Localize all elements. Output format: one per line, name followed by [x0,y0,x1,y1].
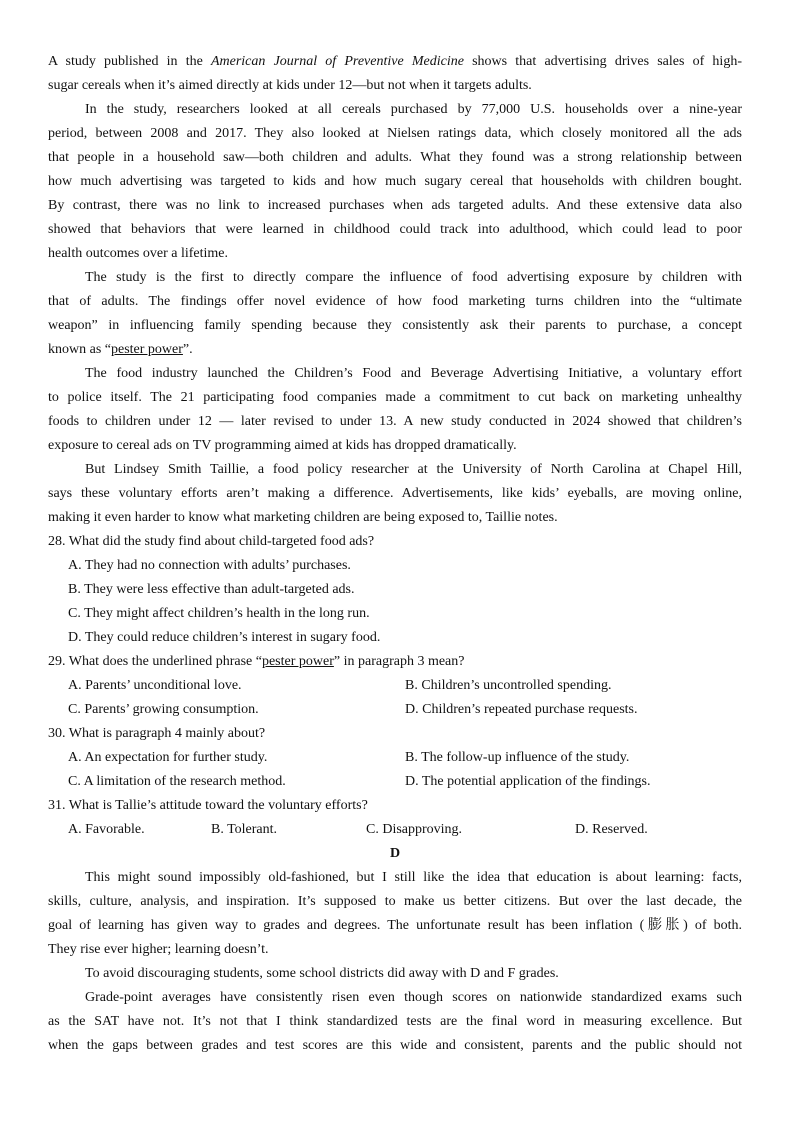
paragraph-2 [48,962,742,986]
text-line: The study is the first to directly compare the influence of food advertising exposure by children with [85,270,742,285]
paragraph-4 [48,362,742,458]
option-b: B. They were less effective than adult-targeted ads. [68,582,355,597]
text-line: The food industry launched the Children’s Food and Beverage Advertising Initiative, a voluntary effort [85,366,742,381]
text-line: skills, culture, analysis, and inspiration. It’s supposed to make us better citizens. But over the last decade, the [48,894,742,909]
option-row [48,818,742,842]
passage-c [48,50,742,530]
question-28 [48,530,742,650]
option-a: A. An expectation for further study. [68,750,268,765]
paragraph-1 [48,866,742,962]
option-d: D. Reserved. [575,822,648,837]
underlined-phrase: pester power [261,654,334,669]
option-row [48,770,742,794]
text-line: as the SAT have not. It’s not that I think standardized tests are the final word in measuring excellence. But [48,1014,742,1029]
text-line: foods to children under 12 — later revised to under 13. A new study conducted in 2024 showed that children’s [48,414,742,429]
paragraph-2 [48,98,742,266]
text-line: They rise ever higher; learning doesn’t. [48,942,269,957]
option-d: D. They could reduce children’s interest in sugary food. [68,630,381,645]
question-31 [48,794,742,842]
question-stem: 28. What did the study find about child-targeted food ads? [48,534,375,549]
paragraph-1 [48,50,742,98]
journal-title: American Journal of Preventive Medicine [210,54,464,69]
option-c: C. Parents’ growing consumption. [68,702,259,717]
text-line: known as “pester power”. [48,342,193,357]
text-line: exposure to cereal ads on TV programming aimed at kids has dropped dramatically. [48,438,517,453]
option-a: A. Parents’ unconditional love. [68,678,242,693]
question-stem: 30. What is paragraph 4 mainly about? [48,726,266,741]
option-b: B. Tolerant. [211,822,278,837]
underlined-phrase: pester power [111,342,183,357]
text-line: weapon” in influencing family spending because they consistently ask their parents to purchase, a concept [48,318,742,333]
paragraph-5 [48,458,742,530]
option-b: B. The follow-up influence of the study. [405,750,630,765]
question-29 [48,650,742,722]
option-a: A. Favorable. [68,822,145,837]
text-line: health outcomes over a lifetime. [48,246,228,261]
text-line: goal of learning has given way to grades and degrees. The unfortunate result has been inflation (膨胀) of both. [48,918,742,933]
text-line: period, between 2008 and 2017. They also looked at Nielsen ratings data, which closely monitored all the ads [48,126,742,141]
option-c: C. A limitation of the research method. [68,774,286,789]
option-c: C. Disapproving. [366,822,463,837]
option-row [48,698,742,722]
option-row [48,674,742,698]
exam-page [48,50,742,1058]
text-line: Grade-point averages have consistently risen even though scores on nationwide standardized exams such [85,990,742,1005]
passage-heading: D [389,846,401,861]
text-line: But Lindsey Smith Taillie, a food policy researcher at the University of North Carolina at Chapel Hill, [85,462,742,477]
option-d: D. The potential application of the findings. [405,774,651,789]
text-line: that people in a household saw—both children and adults. What they found was a strong relationship between [48,150,742,165]
option-a: A. They had no connection with adults’ purchases. [68,558,351,573]
text-line: In the study, researchers looked at all cereals purchased by 77,000 U.S. households over a nine-year [85,102,742,117]
paragraph-3 [48,266,742,362]
text-line: that of adults. The findings offer novel evidence of how food marketing turns children into the “ultimate [48,294,742,309]
text-line: making it even harder to know what marketing children are being exposed to, Taillie notes. [48,510,558,525]
passage-d [48,866,742,1058]
option-c: C. They might affect children’s health in the long run. [68,606,370,621]
option-d: D. Children’s repeated purchase requests. [405,702,638,717]
question-stem: 29. What does the underlined phrase “pester power” in paragraph 3 mean? [48,654,465,669]
text-line: sugar cereals when it’s aimed directly at kids under 12—but not when it targets adults. [48,78,532,93]
text-line: when the gaps between grades and test scores are this wide and consistent, parents and the public should not [48,1038,742,1053]
question-30 [48,722,742,794]
text-line: To avoid discouraging students, some school districts did away with D and F grades. [85,966,559,981]
paragraph-3 [48,986,742,1058]
option-row [48,746,742,770]
text-line: to police itself. The 21 participating food companies made a commitment to cut back on marketing unhealthy [48,390,742,405]
option-b: B. Children’s uncontrolled spending. [405,678,612,693]
text-line: how much advertising was targeted to kids and how much sugary cereal that households with children bought. [48,174,742,189]
text-line: A study published in the American Journal of Preventive Medicine shows that advertising drives sales of high- [48,54,742,69]
text-line: By contrast, there was no link to increased purchases when ads targeted adults. And these extensive data also [48,198,742,213]
text-line: This might sound impossibly old-fashioned, but I still like the idea that education is about learning: facts, [85,870,742,885]
text-line: says these voluntary efforts aren’t making a difference. Advertisements, like kids’ eyeballs, are moving online, [48,486,742,501]
question-stem: 31. What is Tallie’s attitude toward the voluntary efforts? [48,798,368,813]
text-line: showed that behaviors that were learned in childhood could track into adulthood, which could lead to poor [48,222,742,237]
